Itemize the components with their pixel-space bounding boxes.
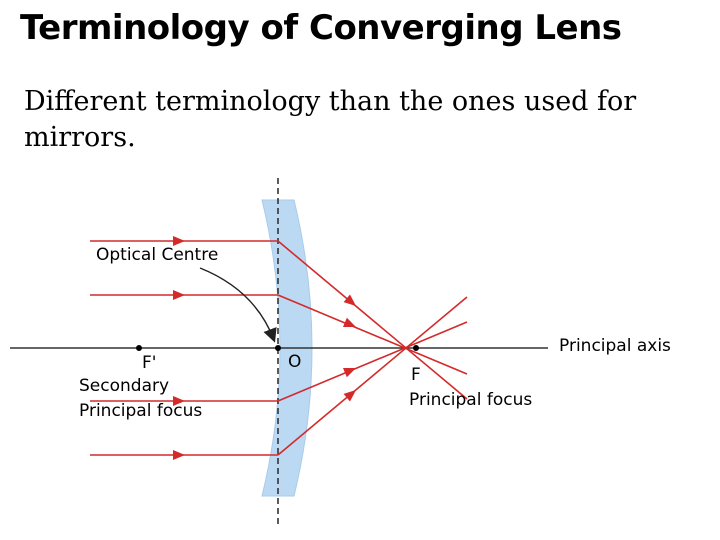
optical-centre-letter: O [288, 352, 302, 372]
principal-axis-label: Principal axis [559, 336, 671, 356]
secondary-focus-point [136, 345, 142, 351]
principal-focus-point [413, 345, 419, 351]
optical-centre-point [275, 345, 281, 351]
principal-focus-letter: F [411, 365, 421, 385]
principal-focus-label: Principal focus [409, 390, 533, 410]
secondary-focus-letter: F' [142, 353, 157, 373]
slide-subtitle: Different terminology than the ones used for mirrors. [24, 86, 637, 153]
secondary-focus-label-line2: Principal focus [79, 401, 203, 421]
optical-centre-label: Optical Centre [96, 245, 219, 265]
slide-title: Terminology of Converging Lens [20, 8, 622, 48]
secondary-focus-label-line1: Secondary [79, 376, 170, 396]
optical-centre-pointer [200, 268, 274, 340]
